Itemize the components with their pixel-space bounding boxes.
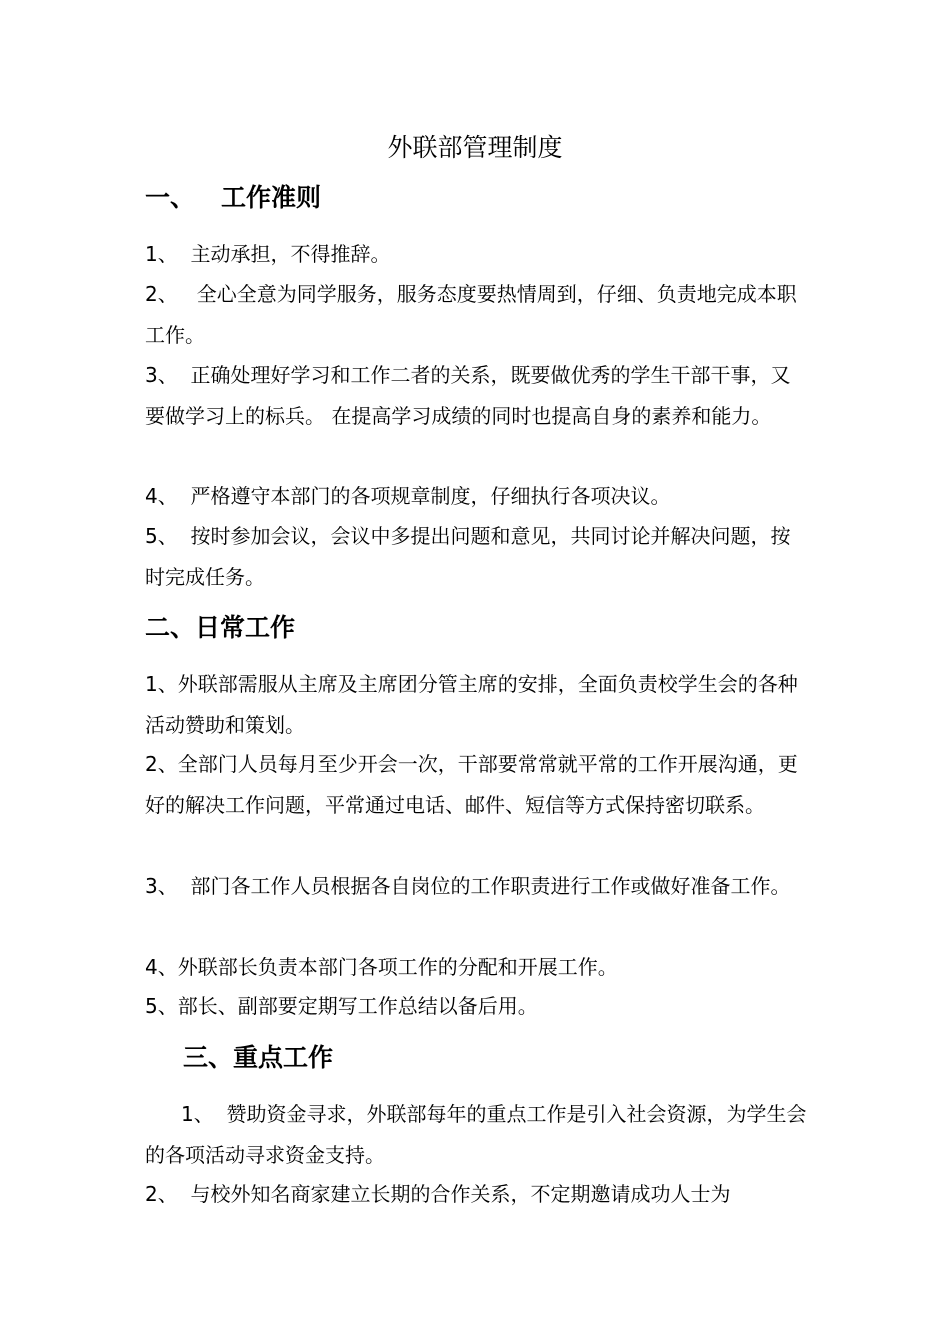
list-item: 1、 赞助资金寻求，外联部每年的重点工作是引入社会资源，为学生会的各项活动寻求资金支持。 bbox=[145, 1102, 807, 1167]
list-item: 1、 主动承担，不得推辞。 bbox=[145, 242, 391, 266]
section-number: 二、 bbox=[145, 613, 196, 642]
section-title: 重点工作 bbox=[233, 1043, 334, 1072]
list-item: 3、 正确处理好学习和工作二者的关系，既要做优秀的学生干部干事，又要做学习上的标兵。 在提高学习成绩的同时也提高自身的素养和能力。 bbox=[145, 363, 791, 428]
section-number: 三、 bbox=[183, 1043, 234, 1072]
list-item: 2、 与校外知名商家建立长期的合作关系，不定期邀请成功人士为 bbox=[145, 1182, 731, 1206]
section-heading-1 bbox=[145, 180, 321, 216]
list-item: 2、全部门人员每月至少开会一次，干部要常常就平常的工作开展沟通，更好的解决工作问题，平常通过电话、邮件、短信等方式保持密切联系。 bbox=[145, 752, 798, 817]
list-item: 5、 按时参加会议，会议中多提出问题和意见，共同讨论并解决问题，按时完成任务。 bbox=[145, 524, 791, 589]
list-item: 5、部长、副部要定期写工作总结以备后用。 bbox=[145, 994, 538, 1018]
section-title: 日常工作 bbox=[195, 613, 296, 642]
list-item: 2、 全心全意为同学服务，服务态度要热情周到，仔细、负责地完成本职工作。 bbox=[145, 282, 797, 347]
list-item: 1、外联部需服从主席及主席团分管主席的安排，全面负责校学生会的各种活动赞助和策划。 bbox=[145, 672, 798, 737]
document-title: 外联部管理制度 bbox=[387, 133, 563, 162]
section-heading-2 bbox=[145, 610, 295, 646]
section-number: 一、 bbox=[145, 183, 196, 212]
section-title: 工作准则 bbox=[221, 183, 322, 212]
list-item: 4、外联部长负责本部门各项工作的分配和开展工作。 bbox=[145, 955, 618, 979]
list-item: 4、 严格遵守本部门的各项规章制度，仔细执行各项决议。 bbox=[145, 484, 671, 508]
section-heading-3 bbox=[183, 1040, 333, 1076]
list-item: 3、 部门各工作人员根据各自岗位的工作职责进行工作或做好准备工作。 bbox=[145, 874, 791, 898]
